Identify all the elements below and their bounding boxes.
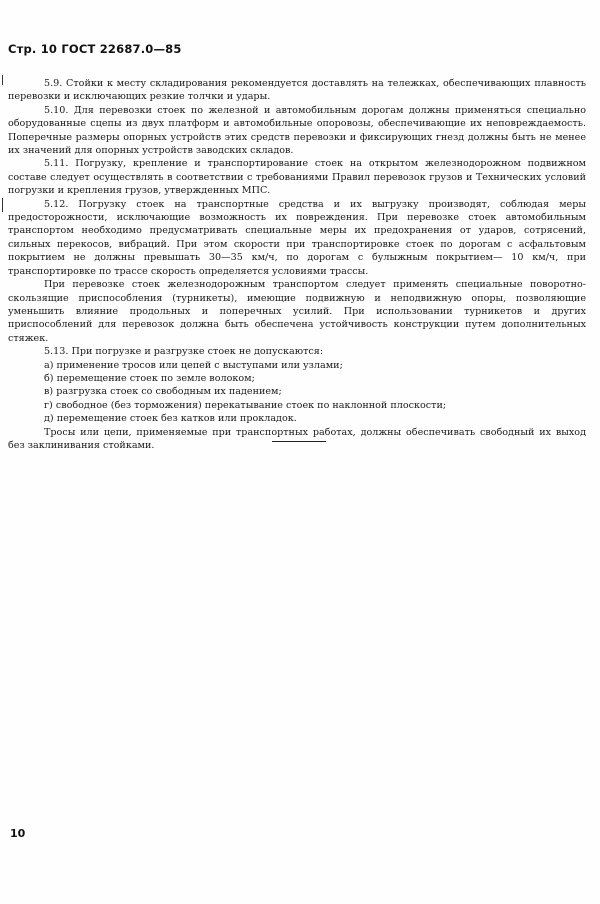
margin-mark	[2, 198, 3, 212]
page-number: 10	[10, 827, 26, 840]
paragraph-5-10: 5.10. Для перевозки стоек по железной и автомобильным дорогам должны применяться специально оборудованные сцепы из двух платформ и автомобильные опоровозы, обеспечивающие их неповреждаемость. Поперечные размеры опорных устройств этих средств перевозки и фиксирующих гнезд должны быть не менее их значений для опорных устройств заводских складов.	[8, 104, 586, 157]
list-item: г) свободное (без торможения) перекатывание стоек по наклонной плоскости;	[44, 399, 447, 411]
paragraph-ropes-chains: Тросы или цепи, применяемые при транспортных работах, должны обеспечивать свободный их выход без заклинивания стойками.	[8, 426, 586, 451]
list-item: а) применение тросов или цепей с выступами или узлами;	[44, 359, 343, 371]
list-item: в) разгрузка стоек со свободным их падением;	[44, 386, 282, 398]
margin-mark	[2, 75, 3, 85]
list-item: б) перемещение стоек по земле волоком;	[44, 372, 255, 384]
paragraph-railway-transport: При перевозке стоек железнодорожным транспортом следует применять специальные поворотно-скользящие приспособления (турникеты), имеющие подвижную и неподвижную опоры, позволяющие уменьшить влияние продольных и поперечных усилий. При использовании турникетов и других приспособлений для перевозок должна быть обеспечена устойчивость конструкции путем дополнительных стяжек.	[8, 279, 586, 344]
page-header: Стр. 10 ГОСТ 22687.0—85	[8, 42, 182, 56]
section-divider	[272, 441, 326, 442]
document-body	[8, 77, 586, 452]
list-item: д) перемещение стоек без катков или прокладок.	[44, 413, 297, 425]
paragraph-5-11: 5.11. Погрузку, крепление и транспортирование стоек на открытом железнодорожном подвижном составе следует осуществлять в соответствии с требованиями Правил перевозок грузов и Технических условий погрузки и крепления грузов, утвержденных МПС.	[8, 158, 586, 197]
paragraph-5-13: 5.13. При погрузке и разгрузке стоек не допускаются:	[44, 346, 324, 358]
paragraph-5-9: 5.9. Стойки к месту складирования рекомендуется доставлять на тележках, обеспечивающих плавность перевозки и исключающих резкие толчки и удары.	[8, 78, 586, 103]
paragraph-5-12: 5.12. Погрузку стоек на транспортные средства и их выгрузку производят, соблюдая меры предосторожности, исключающие возможность их повреждения. При перевозке стоек автомобильным транспортом необходимо предусматривать специальные меры их предохранения от ударов, сотрясений, сильных перекосов, вибраций. При этом скорости при транспортировке стоек по дорогам с асфальтовым покрытием не должны превышать 30—35 км/ч, по дорогам с булыжным покрытием— 10 км/ч, при транспортировке по трассе скорость определяется условиями трассы.	[8, 198, 586, 277]
